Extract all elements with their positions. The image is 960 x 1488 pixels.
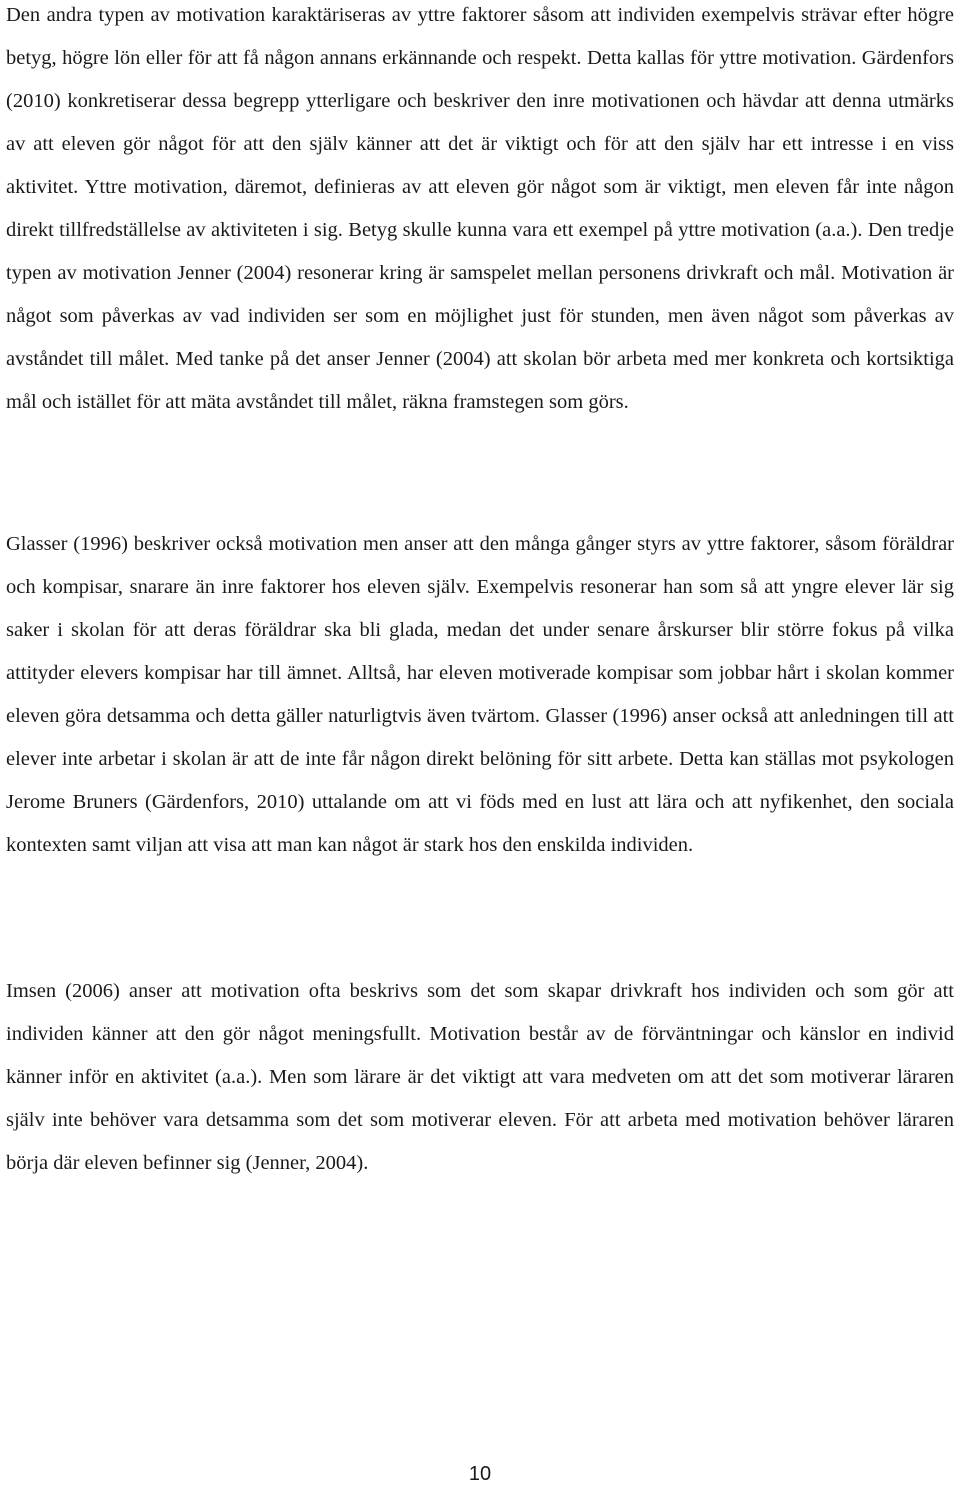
page-number: 10	[468, 1463, 492, 1485]
body-paragraph-imsen: Imsen (2006) anser att motivation ofta beskrivs som det som skapar drivkraft hos individen och som gör att individen känner att den gör något meningsfullt. Motivation består av de förväntningar och känslor en individ känner inför en aktivitet (a.a.). Men som lärare är det viktigt att vara medveten om att det som motiverar läraren själv inte behöver vara detsamma som det som motiverar eleven. För att arbeta med motivation behöver läraren börja där eleven befinner sig (Jenner, 2004).	[6, 980, 954, 1174]
body-paragraph-motivation-types: Den andra typen av motivation karaktäriseras av yttre faktorer såsom att individen exempelvis strävar efter högre betyg, högre lön eller för att få någon annans erkännande och respekt. Detta kallas för yttre motivation. Gärdenfors (2010) konkretiserar dessa begrepp ytterligare och beskriver den inre motivationen och hävdar att denna utmärks av att eleven gör något för att den själv känner att det är viktigt och för att den själv har ett intresse i en viss aktivitet. Yttre motivation, däremot, definieras av att eleven gör något som är viktigt, men eleven får inte någon direkt tillfredställelse av aktiviteten i sig. Betyg skulle kunna vara ett exempel på yttre motivation (a.a.). Den tredje typen av motivation Jenner (2004) resonerar kring är samspelet mellan personens drivkraft och mål. Motivation är något som påverkas av vad individen ser som en möjlighet just för stunden, men även något som påverkas av avståndet till målet. Med tanke på det anser Jenner (2004) att skolan bör arbeta med mer konkreta och kortsiktiga mål och istället för att mäta avståndet till målet, räkna framstegen som görs.	[6, 4, 954, 413]
body-paragraph-glasser: Glasser (1996) beskriver också motivation men anser att den många gånger styrs av yttre faktorer, såsom föräldrar och kompisar, snarare än inre faktorer hos eleven själv. Exempelvis resonerar han som så att yngre elever lär sig saker i skolan för att deras föräldrar ska bli glada, medan det under senare årskurser blir större fokus på vilka attityder elevers kompisar har till ämnet. Alltså, har eleven motiverade kompisar som jobbar hårt i skolan kommer eleven göra detsamma och detta gäller naturligtvis även tvärtom. Glasser (1996) anser också att anledningen till att elever inte arbetar i skolan är att de inte får någon direkt belöning för sitt arbete. Detta kan ställas mot psykologen Jerome Bruners (Gärdenfors, 2010) uttalande om att vi föds med en lust att lära och att nyfikenhet, den sociala kontexten samt viljan att visa att man kan något är stark hos den enskilda individen.	[6, 533, 954, 856]
